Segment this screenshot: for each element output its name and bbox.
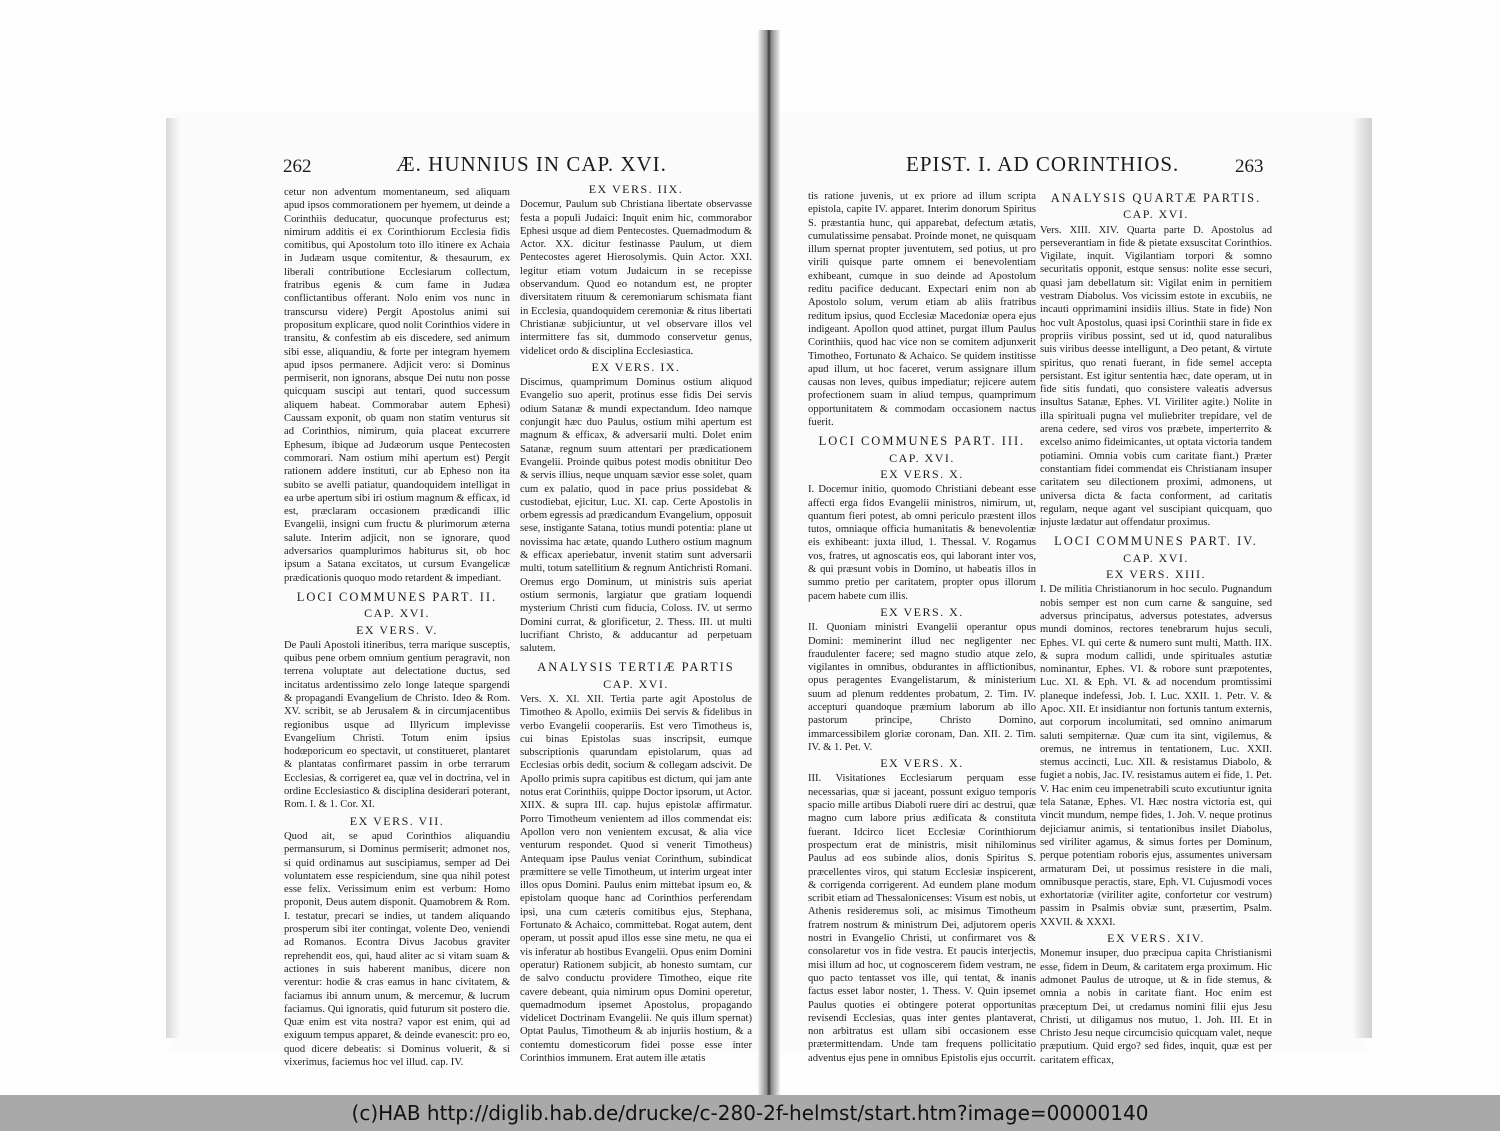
right-page-edge: [1352, 118, 1372, 1038]
section-heading: CAP. XVI.: [364, 606, 430, 621]
right-running-head: EPIST. I. AD CORINTHIOS.: [906, 152, 1180, 176]
section-heading: EX VERS. X.: [880, 604, 964, 619]
paragraph: Vers. XIII. XIV. Quarta parte D. Apostolus ad perseverantiam in fide & pietate exsuscitat Corinthios. Vigilate, inquit. Vigilantiam torpori & somno securitatis opponit, estque sensus: nolite esse securi, quasi jam debellatum sit: Vigilat enim in pernitiem vestram Diabolus. Vos vicissim estote in excubiis, ne incauti opprimamini insidiis illius. State in fide) Non hoc vult Apostolus, quasi ipsi Corinthii stare in fide ex propriis viribus possint, sed ut id, quod naturalibus suis viribus deesse intelligunt, a Deo petant, & virtute spiritus, quo renati fuerant, in fide semel accepta persistant. Est igitur sententia hæc, date operam, ut in fide sitis fundati, quo consistere valeatis adversus insultus Satanæ, Ephes. VI. Viriliter agite.) Nolite in illa spirituali pugna vel muliebriter trepidare, vel de arena cedere, sed viros vos præbete, imperterrito & excelso animo fideimicantes, ut optata victoria tandem potiamini. Omnia vobis cum caritate fiant.) Præter constantiam fidei commendat eis Christianam insuper caritatem seu dilectionem proximi, admonens, ut universa dicta & facta conforment, ad caritatis regulam, neque agant vel suscipiant quicquam, quo injuste lædatur aut offendatur proximus.: [1040, 224, 1272, 529]
paragraph: Discimus, quamprimum Dominus ostium aliquod Evangelio suo aperit, protinus esse fidis Dei servis odium Satanæ & mundi expectandum. Ideo namque conjungit hæc duo Paulus, ostium mihi apertum est magnum & efficax, & adversarii multi. Dolet enim Satanæ, regnum suum attentari per prædicationem Evangelii. Proinde quibus potest modis obnititur Deo & servis illius, neque unquam sævior esse solet, quam cum ex palatio, quod in pace prius possidebat & custodiebat, ejicitur, Luc. XI. cap. Certe Apostolis in orbem egressis ad prædicandum Evangelium, opposuit sese, instigante Satana, totius mundi potentia: plane ut novissima hac ætate, quando Luthero ostium magnum & efficax aperiebatur, invenit statim sunt adversarii multi, totum satellitium & regnum Antichristi Romani. Oremus ergo Dominum, ut ministris suis aperiat ostium sermonis, largiatur que gratiam loquendi mysterium Christi cum fiducia, Coloss. IV. ut sermo Domini currat, & glorificetur, 2. Thess. III. ut multi lucrifiant Christo, & adducantur ad perpetuam salutem.: [520, 377, 752, 655]
paragraph: De Pauli Apostoli itineribus, terra marique susceptis, quibus pene orbem omnium gentium peragravit, non terrena voluptate aut delectatione ductus, sed incitatus ardentissimo zelo longe lateque spargendi & propagandi Evangelium de Christo. Ideo & Rom. XV. scribit, se ab Jerusalem & in circumjacentibus regionibus usque ad Illyricum implevisse Evangelium Christi. Totum enim ipsius hodœporicum eo spectavit, ut constitueret, plantaret & plantatas confirmaret passim in orbe terrarum Ecclesias, & corrigeret ea, quæ vel in doctrina, vel in ordine Ecclesiastico & disciplina desiderari poterant, Rom. I. & 1. Cor. XI.: [284, 639, 510, 811]
section-heading: ANALYSIS QUARTÆ PARTIS.: [1050, 191, 1262, 205]
paragraph: Vers. X. XI. XII. Tertia parte agit Apostolus de Timotheo & Apollo, eximiis Dei servis & fidelibus in verbo Evangelii cooperariis. Est vero Timotheus is, cui binas Epistolas suas inscripsit, eumque subscriptionis quarundam epistolarum, quas ad Ecclesias orbis dedit, socium & collegam adscivit. De Apollo primis supra capitibus est dictum, qui jam ante notus erat Corinthiis, quippe Doctor ipsorum, ut Actor. XIIX. & supra III. cap. hujus epistolæ affirmatur. Porro Timotheum venientem ad illos commendat eis: Apollon vero non venientem excusat, & alia vice venturum respondet. Quod si venerit Timotheus) Antequam ipse Paulus veniat Corinthum, subindicat præmittere se velle Timotheum, ut interim urgeat inter illos opus Domini. Paulus enim mittebat ipsum eo, & epistolam quoque hanc ad Corinthios perferendam ipsi, una cum cæteris comitibus ejus, Stephana, Fortunato & Achaico, committebat. Rogat autem, dent operam, ut possit apud illos esse sine metu, ne qua ei vis inferatur ab hostibus Evangelii. Opus enim Domini operatur) Rationem subjicit, ab honesto sumtam, cur de salvo conductu providere Timotheo, eique rite cavere debeant, quia nimirum opus Domini operetur, quemadmodum ipsemet Apostolus, propagando videlicet Doctrinam Evangelii. Ne quis illum spernat) Optat Paulus, Timotheum & ab injuriis hostium, & a contemtu domesticorum fidei posse esse inter Corinthios immunem. Erat autem ille ætatis: [520, 693, 752, 1064]
paragraph: III. Visitationes Ecclesiarum perquam esse necessarias, quæ si jaceant, possunt exiguo temporis spacio mille artibus Diaboli ruere diri ac destrui, quæ magno cum labore prius ædificata & constituta fuerant. Idcirco licet Ecclesiæ Corinthiorum prospectum erat de ministris, misit nihilominus Paulus ad eos subinde alios, donis Spiritus S. præcellentes viros, qui statum Ecclesiæ inspicerent, & corrigenda corrigerent. Ad eundem plane modum scribit etiam ad Thessalonicenses: Visum est nobis, ut Athenis resideremus soli, ac misimus Timotheum fratrem nostrum & ministrum Dei, adjutorem operis nostri in Evangelio Christi, ut confirmaret vos & consolaretur vos in fide vestra. Et paucis interjectis, misi illum ad hoc, ut cognoscerem fidem vestram, ne quo pacto tentasset vos ille, qui tentat, & inanis factus esset labor noster, 1. Thess. V. Quin ipsemet Paulus quoties ei obtingere poterat opportunitas revisendi Ecclesias, quas inter gentes plantaverat, non arbitratus est ullam sibi occasionem esse prætermittendam. Unde tam frequens pollicitatio adventus ejus pene in omnibus Epistolis ejus occurrit.: [808, 773, 1036, 1064]
section-heading: EX VERS. IX.: [591, 359, 681, 374]
paragraph: Monemur insuper, duo præcipua capita Christianismi esse, fidem in Deum, & caritatem erga proximum. Hic admonet Paulus de utroque, ut & in fide stemus, & omnia a nobis in caritate fiant. Hoc enim est præceptum Dei, ut credamus nomini filii ejus Jesu Christi, ut diligamus nos mutuo, 1. Joh. III. Et in Christo Jesu neque circumcisio quicquam valet, neque præputium. Quid ergo? sed fides, inquit, quæ est per caritatem efficax,: [1040, 948, 1272, 1066]
section-heading: LOCI COMMUNES PART. III.: [818, 434, 1026, 449]
section-heading: EX VERS. X.: [880, 466, 964, 481]
right-column-1: [808, 190, 1036, 1064]
section-heading: EX VERS. V.: [356, 622, 438, 637]
book-gutter: [758, 30, 780, 1095]
right-column-2: [1040, 186, 1272, 1066]
paragraph: tis ratione juvenis, ut ex priore ad illum scripta epistola, capite IV. apparet. Interim donorum Spiritus S. præstantia hunc, qui apparebat, defectum ætatis, cumulatissime pensabat. Proinde monet, ne quisquam illum spernat propter juventutem, sed potius, ut pro virili quisque parte omnem ei benevolentiam exhibeant, cumque in suo deinde ad Apostolum reditu pacifice deducant. Expectari enim non ab Apostolo solum, verum etiam ab aliis fratribus reditum ipsius, quod Ecclesiæ Macedoniæ opera ejus indigeant. Apollon quod attinet, purgat illum Paulus Corinthiis, quod hac vice non se comitem adjunxerit Timotheo, Fortunato & Achaico. Se quidem institisse apud illum, ut hoc faceret, verum assignare illum causas non leves, quibus impediatur; rejicere autem profectionem suam in aliud tempus, quamprimum opportunitatem & commodam occasionem nactus fuerit.: [808, 191, 1036, 429]
left-running-head: Æ. HUNNIUS IN CAP. XVI.: [396, 152, 667, 176]
left-page-number: 262: [283, 156, 312, 177]
section-heading: EX VERS. X.: [880, 756, 964, 771]
section-heading: CAP. XVI.: [889, 450, 955, 465]
right-page-number: 263: [1235, 156, 1264, 177]
paragraph: I. De militia Christianorum in hoc seculo. Pugnandum nobis semper est non cum carne & sanguine, sed adversus principatus, adversus potestates, adversus mundi dominos, rectores tenebrarum hujus seculi, Ephes. VI. qui certe & numero sunt multi, Matth. IIX. & supra modum callidi, unde spirituales astutiæ nominantur, Ephes. VI. & robore sunt præpotentes, Luc. XI. & Eph. VI. & ad nocendum promtissimi planeque indefessi, Job. I. Luc. XXII. 1. Petr. V. & Apoc. XII. Et insidiantur non fortunis tantum externis, aut corporum incolumitati, sed omnino animarum saluti sempiternæ. Quæ cum ita sint, vigilemus, & oremus, ne intremus in tentationem, Luc. XXII. stemus accincti, Luc. XII. & resistamus Diabolo, & fugiet a nobis, Jac. IV. resistamus autem ei fide, 1. Pet. V. Hac enim ceu impenetrabili scuto excutiuntur ignita tela Satanæ, Ephes. VI. Hæc nostra victoria est, qui vincit mundum, nempe fides, 1. Joh. V. neque protinus dejiciamur animis, si tentationibus insilet Diabolus, sed viriliter agamus, & simus fortes per Dominum, perque potentiam roboris ejus, assumentes universam armaturam Dei, ut possimus resistere in die mali, omnibusque peractis, stare, Eph. VI. Cujusmodi voces exhortatoriæ (viriliter agite, confortetur cor vestrum) passim in Psalmis obviæ sunt, præsertim, Psalm. XXVII. & XXXI.: [1040, 584, 1272, 928]
paragraph: cetur non adventum momentaneum, sed aliquam apud ipsos commorationem per hyemem, ut deinde a Corinthiis deducatur, quocunque profecturus est; nimirum additis ei ex Corinthiorum Ecclesia fidis comitibus, qui Apostolum toto illo itinere ex Achaia in Judæam usque comitentur, & thesaurum, ex liberali contributione Ecclesiarum collectum, fratribus egenis & cum fame in Judæa conflictantibus offerant. Nolo enim vos nunc in transcursu videre) Pergit Apostolus animi sui propositum explicare, quod nolit Corinthios videre in transitu, & confestim ab eis discedere, sed animum sibi esse, aliquandiu, & forte per integram hyemem apud ipsos permanere. Adjicit vero: si Dominus permiserit, non ignorans, absque Dei nutu non posse quicquam suscipi aut tentari, quod successum aliquem habeat. Commorabar autem Ephesi) Caussam exponit, ob quam non statim venturus sit ad Corinthios, nimirum, quia placeat excurrere Ephesum, ibique ad Judæorum usque Pentecosten commorari. Nam ostium mihi apertum est) Pergit rationem addere instituti, cur ab Epheso non ita subito se avelli patiatur, quandoquidem intelligat in ea urbe apertum sibi iri ostium magnum & efficax, id est, præclaram occasionem prædicandi illic Evangelii, insigni cum fructu & plurimorum æterna salute. Interim adjicit, non se ignorare, quod adversarios quamplurimos habiturus sit, ob hoc ipsum a Satana excitatos, ut cursum Evangelicæ prædicationis quoquo modo retardent & impediant.: [284, 187, 510, 584]
section-heading: CAP. XVI.: [603, 676, 669, 691]
section-heading: EX VERS. VII.: [349, 813, 445, 828]
paragraph: I. Docemur initio, quomodo Christiani debeant esse affecti erga fidos Evangelii ministros, nimirum, ut, quantum fieri potest, ab omni periculo præstent illos tutos, omniaque officia humanitatis & benevolentiæ eis exhibeant: juxta illud, 1. Thessal. V. Rogamus vos, fratres, ut agnoscatis eos, qui laborant inter vos, & qui præsunt vobis in Domino, ut habeatis illos in summo pretio per caritatem, propter opus illorum pacem habete cum illis.: [808, 484, 1036, 602]
left-page-edge: [166, 118, 180, 1038]
section-heading: LOCI COMMUNES PART. II.: [296, 589, 498, 604]
section-heading: EX VERS. XIII.: [1105, 567, 1207, 582]
paragraph: Docemur, Paulum sub Christiana libertate observasse festa a populi Judaici: Inquit enim hic, commorabor Ephesi usque ad diem Pentecostes. Quemadmodum & Actor. XX. dicitur festinasse Paulum, ut diem Pentecostes ageret Hierosolymis. Quin Actor. XXI. legitur etiam votum Judaicum in se recepisse observandum. Quod eo notandum est, ne propter diversitatem rituum & ceremoniarum schismata fiant in Ecclesia, quandoquidem ceremoniæ & ritus libertati Christianæ subjiciuntur, ut vel observare illos vel intermittere fas sit, dummodo conservetur genus, videlicet ordo & disciplina Ecclesiastica.: [520, 199, 752, 357]
paragraph: Quod ait, se apud Corinthios aliquandiu permansurum, si Dominus permiserit; admonet nos, si quid ordinamus aut suscipiamus, semper ad Dei voluntatem esse respiciendum, sine qua nihil potest esse felix. Verissimum enim est verbum: Homo proponit, Deus autem disponit. Quamobrem & Rom. I. testatur, precari se indies, ut tandem aliquando prosperum sibi iter contingat, volente Deo, veniendi ad Romanos. Econtra Divus Jacobus graviter reprehendit eos, qui, haud aliter ac si vitam suam & actiones in suis haberent manibus, dicere non verentur: hodie & cras eamus in hanc civitatem, & faciamus ibi annum unum, & mercemur, & lucrum faciamus. Qui ignoratis, quid futurum sit postero die. Quæ enim est vita nostra? vapor est enim, qui ad exiguum tempus apparet, & deinde evanescit: pro eo, quod dicere debeatis: si Dominus voluerit, & si vixerimus, faciemus hoc vel illud. cap. IV.: [284, 830, 510, 1068]
section-heading: LOCI COMMUNES PART. IV.: [1054, 534, 1258, 549]
section-heading: EX VERS. XIV.: [1107, 931, 1205, 946]
left-column-2: [520, 180, 752, 1064]
paragraph: II. Quoniam ministri Evangelii operantur opus Domini: meminerint illud nec negligenter nec fraudulenter facere; sed magno studio atque zelo, vigilantes in omnibus, obdurantes in afflictionibus, opus peragentes Evangelistarum, & ministerium suum ad plenum reddentes probatum, 2. Tim. IV. accepturi quandoque præmium laborum ab illo pastorum principe, Christo Domino, immarcessibilem gloriæ coronam, Dan. XII. 2. Tim. IV. & 1. Pet. V.: [808, 622, 1036, 753]
copyright-footer: (c)HAB http://diglib.hab.de/drucke/c-280-2f-helmst/start.htm?image=00000140: [0, 1095, 1500, 1131]
section-heading: EX VERS. IIX.: [588, 182, 684, 196]
section-heading: CAP. XVI.: [1123, 550, 1189, 565]
section-heading: CAP. XVI.: [1123, 207, 1189, 222]
left-column-1: [284, 186, 510, 1068]
section-heading: ANALYSIS TERTIÆ PARTIS: [537, 660, 735, 675]
